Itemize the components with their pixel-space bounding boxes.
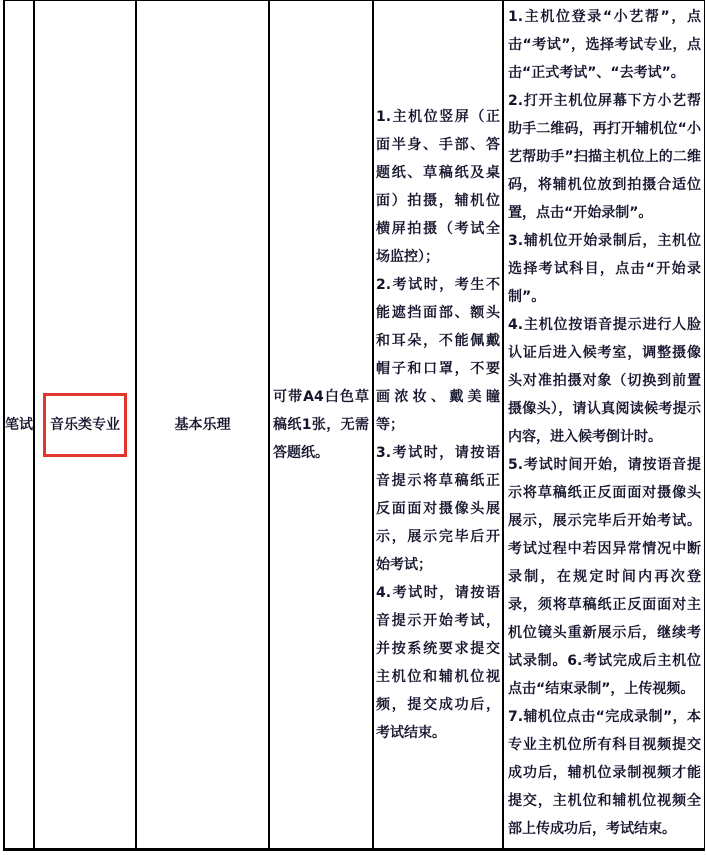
major-label: 音乐类专业 (50, 416, 120, 433)
shooting-requirement-paragraph: 1.主机位竖屏（正面半身、手部、答题纸、草稿纸及桌面）拍摄，辅机位横屏拍摄（考试全场监控）； (376, 108, 500, 265)
procedure-step-paragraph: 3.辅机位开始录制后，主机位选择考试科目，点击“开始录制”。 (508, 233, 701, 305)
red-highlight-box (43, 393, 127, 457)
procedure-step-paragraph: 7.辅机位点击“完成录制”，本专业主机位所有科目视频提交成功后，辅机位录制视频才能提交，主机位和辅机位视频全部上传成功后，考试结束。 (508, 709, 701, 837)
shooting-requirement-paragraph: 4.考试时，请按语音提示开始考试，并按系统要求提交主机位和辅机位视频，提交成功后，考试结束。 (376, 584, 500, 741)
procedure-step-paragraph: 1.主机位登录“小艺帮”，点击“考试”，选择考试专业，点击“正式考试”、“去考试”。 (508, 9, 701, 81)
exam-type-cell (5, 1, 35, 848)
procedure-cell (504, 1, 704, 848)
major-cell (35, 1, 137, 848)
subject-label: 基本乐理 (174, 416, 231, 433)
materials-text: 可带A4白色草稿纸1张，无需答题纸。 (273, 388, 369, 461)
shooting-requirements-cell (374, 1, 504, 848)
exam-type-label: 笔试 (5, 416, 33, 433)
procedure-step-paragraph: 5.考试时间开始，请按语音提示将草稿纸正反面面对摄像头展示，展示完毕后开始考试。考试过程中若因异常情况中断录制，在规定时间内再次登录，须将草稿纸正反面面对主机位镜头重新展示后，继续考试录制。6.考试完成后主机位点击“结束录制”，上传视频。 (508, 457, 701, 697)
materials-cell (270, 1, 374, 848)
shooting-requirement-paragraph: 2.考试时，考生不能遮挡面部、额头和耳朵，不能佩戴帽子和口罩，不要画浓妆、戴美瞳等； (376, 276, 500, 433)
shooting-requirement-paragraph: 3.考试时，请按语音提示将草稿纸正反面面对摄像头展示，展示完毕后开始考试； (376, 444, 500, 573)
subject-cell (137, 1, 270, 848)
procedure-step-paragraph: 2.打开主机位屏幕下方小艺帮助手二维码，再打开辅机位“小艺帮助手”扫描主机位上的二维码，将辅机位放到拍摄合适位置，点击“开始录制”。 (508, 93, 701, 221)
procedure-step-paragraph: 4.主机位按语音提示进行人脸认证后进入候考室，调整摄像头对准拍摄对象（切换到前置摄像头），请认真阅读候考提示内容，进入候考倒计时。 (508, 317, 701, 445)
exam-info-table (3, 0, 705, 851)
